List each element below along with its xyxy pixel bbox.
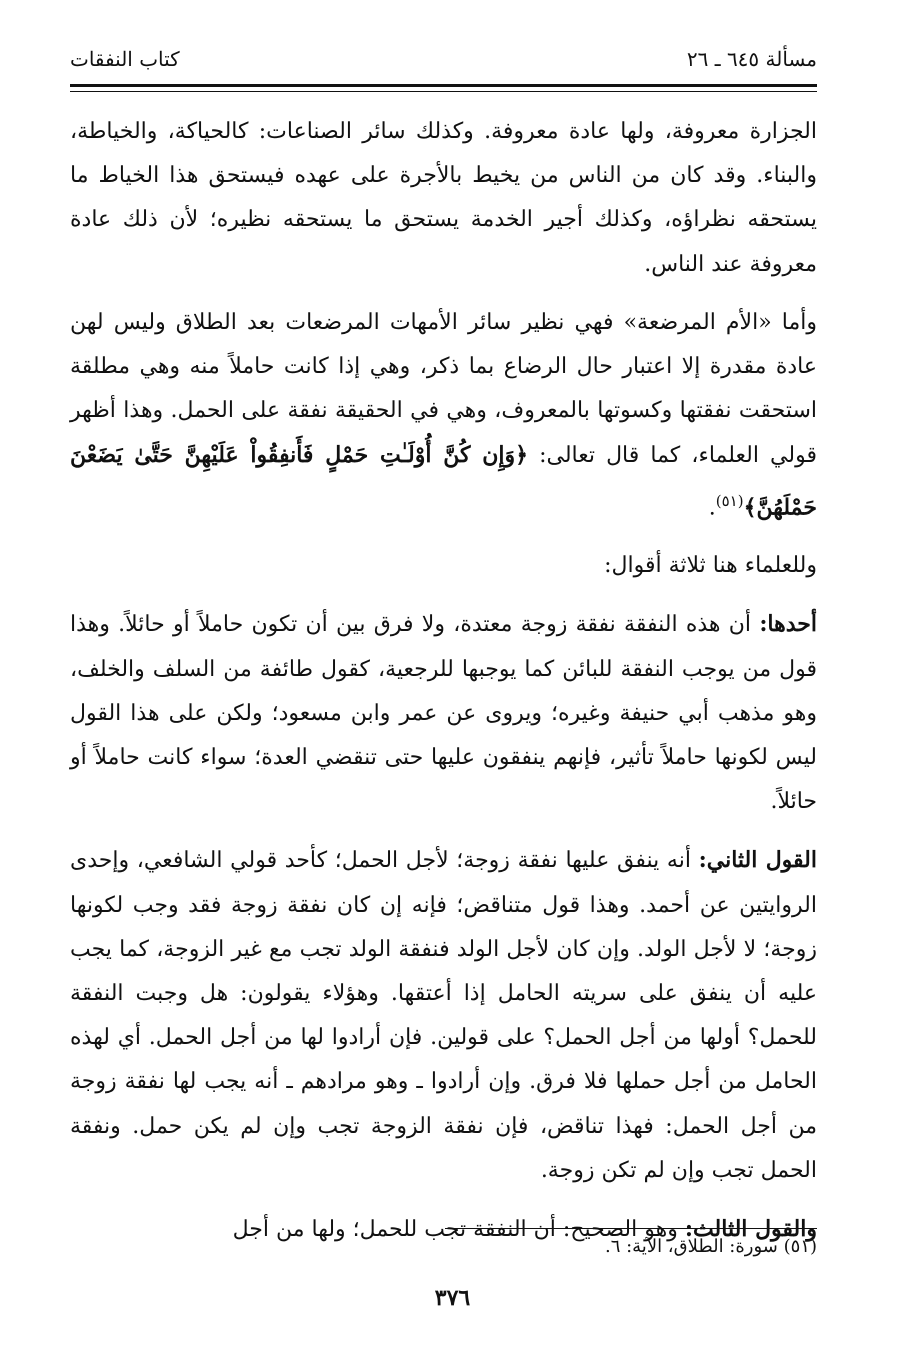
opinion-3-text: وهو الصحيح: أن النفقة تجب للحمل؛ ولها من أجل — [232, 1217, 685, 1242]
paragraph-5 — [70, 838, 817, 1193]
opinion-2-label: القول الثاني: — [698, 847, 817, 874]
quran-verse: ﴿وَإِن كُنَّ أُوْلَـٰتِ حَمْلٍ فَأَنفِقُواْ عَلَيْهِنَّ حَتَّىٰ يَضَعْنَ حَمْلَهُنَّ﴾ — [70, 442, 817, 520]
paragraph-2-end: . — [708, 494, 716, 520]
header-rule-thin — [70, 91, 817, 92]
main-text — [70, 110, 817, 1266]
footnote: (٥١) سورة: الطلاق، الآية: ٦. — [604, 1236, 817, 1257]
opinion-3-label: والقول الثالث: — [684, 1216, 817, 1242]
paragraph-2-text: وأما «الأم المرضعة» فهي نظير سائر الأمهات المرضعات بعد الطلاق وليس لهن عادة مقدرة إلا اعتبار حال الرضاع بما ذكر، وهي إذا كانت حاملاً منه وهي مطلقة استحقت نفقتها وكسوتها بالمعروف، وهي في الحقيقة نفقة على الحمل. وهذا أظهر قولي العلماء، كما قال تعالى: — [70, 309, 817, 469]
page-number: ٣٧٦ — [434, 1285, 471, 1311]
header-issue-number: مسألة ٦٤٥ ـ ٢٦ — [686, 47, 817, 71]
paragraph-1: الجزارة معروفة، ولها عادة معروفة. وكذلك سائر الصناعات: كالحياكة، والخياطة، والبناء. وقد كان من الناس من يخيط بالأجرة على عهده فيستحق هذا الخياط ما يستحقه نظراؤه، وكذلك أجير الخدمة يستحق ما يستحقه نظيره؛ لأن ذلك عادة معروفة عند الناس. — [70, 119, 817, 277]
paragraph-4 — [70, 602, 817, 824]
paragraph-3: وللعلماء هنا ثلاثة أقوال: — [604, 553, 817, 579]
footnote-reference: (٥١) — [715, 491, 744, 510]
running-header — [70, 44, 817, 74]
header-book-title: كتاب النفقات — [70, 47, 180, 71]
opinion-1-text: أن هذه النفقة نفقة زوجة معتدة، ولا فرق بين أن تكون حاملاً أو حائلاً. وهذا قول من يوجب النفقة للبائن كما يوجبها للرجعية، كقول طائفة من السلف والخلف، وهو مذهب أبي حنيفة وغيره؛ ويروى عن عمر وابن مسعود؛ ولكن على هذا القول ليس لكونها حاملاً تأثير، فإنهم ينفقون عليها حتى تنقضي العدة؛ سواء كانت حاملاً أو حائلاً. — [70, 612, 817, 815]
footnote-rule — [445, 1228, 817, 1229]
header-rule-thick — [70, 84, 817, 87]
opinion-1-label: أحدها: — [759, 611, 817, 638]
opinion-2-text: أنه ينفق عليها نفقة زوجة؛ لأجل الحمل؛ كأحد قولي الشافعي، وإحدى الروايتين عن أحمد. وهذا قول متناقض؛ فإنه إن كان نفقة زوجة فقد وجب لكونها زوجة؛ لا لأجل الولد. وإن كان لأجل الولد فنفقة الولد تجب مع غير الزوجة، كما يجب عليه أن ينفق على سريته الحامل إذا أعتقها. وهؤلاء يقولون: هل وجبت النفقة للحمل؟ أولها من أجل الحمل؟ على قولين. فإن أرادوا لها من أجل الحمل. أي لهذه الحامل من أجل حملها فلا فرق. وإن أرادوا ـ وهو مرادهم ـ أنه يجب لها نفقة زوجة من أجل الحمل: فهذا تناقض، فإن نفقة الزوجة تجب وإن لم يكن حمل. ونفقة الحمل تجب وإن لم تكن زوجة. — [70, 848, 817, 1183]
paragraph-2 — [70, 301, 817, 530]
